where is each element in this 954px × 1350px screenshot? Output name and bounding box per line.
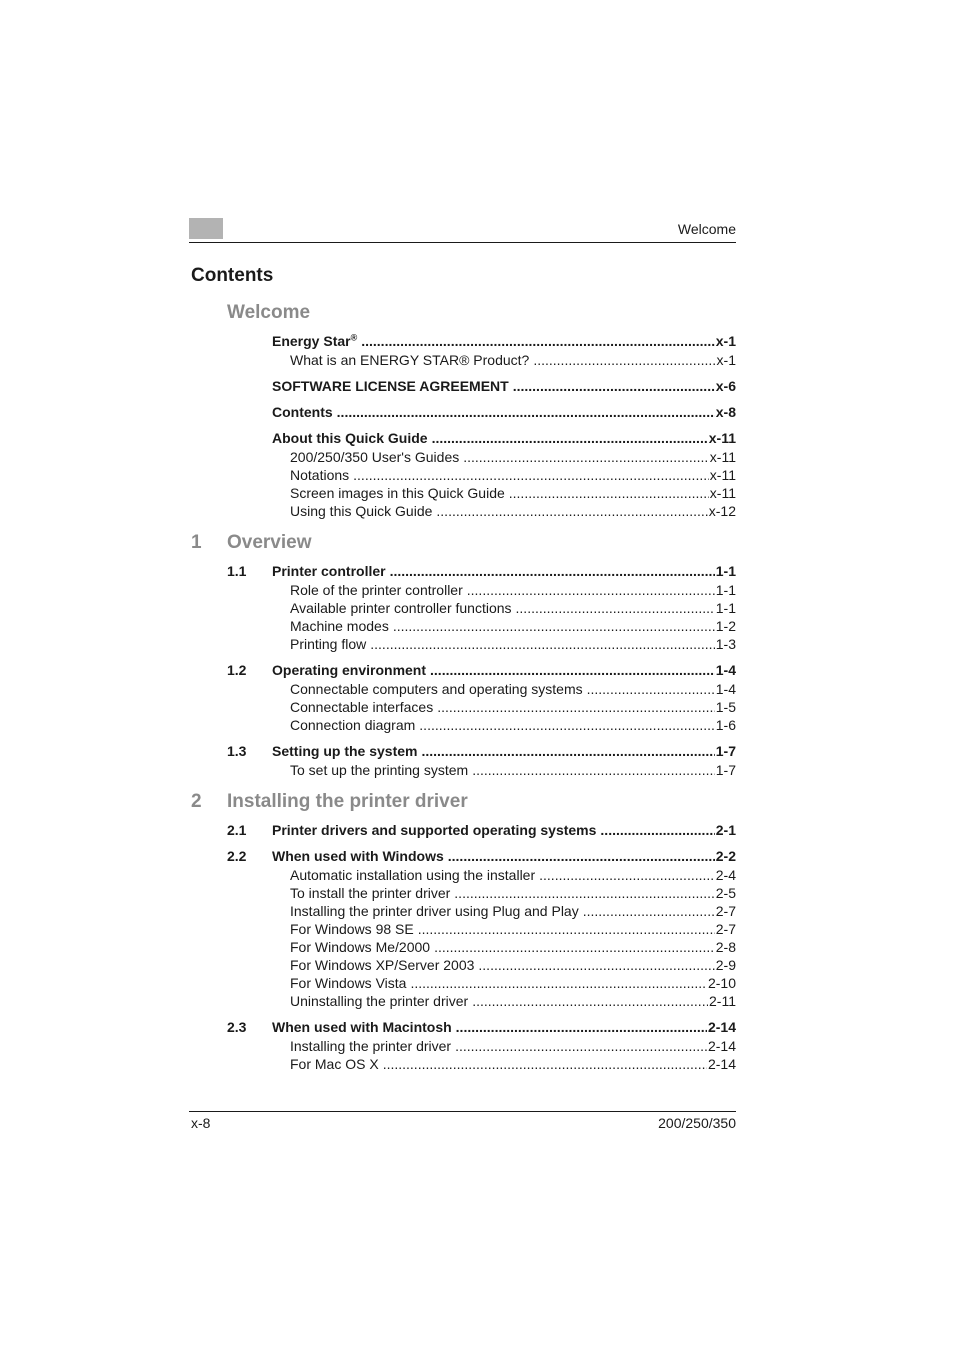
subsection-title: Using this Quick Guide: [290, 503, 433, 519]
toc-section-entry[interactable]: [189, 429, 736, 447]
subsection-title: Screen images in this Quick Guide: [290, 485, 505, 501]
toc-section-entry[interactable]: [189, 847, 736, 865]
subsection-title: Connection diagram: [290, 717, 416, 733]
subsection-page: 2-10: [707, 975, 736, 991]
chapter-title: Overview: [227, 532, 312, 553]
subsection-list: [189, 581, 736, 653]
subsection-page: x-11: [709, 449, 736, 465]
section-title: [272, 429, 432, 447]
section-title: [272, 847, 448, 865]
toc-section-entry[interactable]: [189, 821, 736, 839]
toc-section-entry[interactable]: [189, 377, 736, 395]
toc-subsection-entry[interactable]: [189, 635, 736, 653]
dot-leader: [583, 902, 715, 920]
section-page: x-1: [715, 333, 736, 349]
toc-subsection-entry[interactable]: [189, 992, 736, 1010]
footer-page-number: x-8: [191, 1115, 211, 1131]
subsection-page: x-11: [709, 485, 736, 501]
dot-leader: [383, 1055, 707, 1073]
section-number: 2.2: [227, 848, 247, 864]
running-header-title: Welcome: [677, 221, 736, 237]
subsection-list: [189, 761, 736, 779]
section-page: x-11: [708, 430, 736, 446]
subsection-page: 2-11: [709, 993, 736, 1009]
subsection-page: 2-4: [715, 867, 736, 883]
dot-leader: [587, 680, 715, 698]
toc-section-entry[interactable]: [189, 562, 736, 580]
subsection-page: 1-3: [715, 636, 736, 652]
toc-section: [189, 403, 736, 421]
dot-leader: [472, 992, 708, 1010]
toc-subsection-entry[interactable]: [189, 617, 736, 635]
section-number: 1.2: [227, 662, 247, 678]
subsection-title: To set up the printing system: [290, 762, 469, 778]
toc-section: [189, 742, 736, 779]
subsection-list: [189, 680, 736, 734]
chapter-heading: [189, 532, 736, 556]
dot-leader: [600, 821, 714, 839]
chapter-heading: [189, 791, 736, 815]
section-title: [272, 332, 361, 350]
dot-leader: [393, 617, 715, 635]
dot-leader: [353, 466, 709, 484]
toc-subsection-entry[interactable]: [189, 956, 736, 974]
dot-leader: [410, 974, 707, 992]
chapter-title: Welcome: [227, 302, 311, 323]
dot-leader: [436, 502, 707, 520]
toc-section-entry[interactable]: [189, 742, 736, 760]
dot-leader: [419, 716, 714, 734]
toc-subsection-entry[interactable]: [189, 938, 736, 956]
subsection-title: Connectable interfaces: [290, 699, 434, 715]
dot-leader: [361, 332, 715, 350]
table-of-contents: [189, 302, 736, 1073]
toc-subsection-entry[interactable]: [189, 1037, 736, 1055]
section-page: 1-4: [715, 662, 736, 678]
toc-subsection-entry[interactable]: [189, 351, 736, 369]
section-number: 1.3: [227, 743, 247, 759]
subsection-list: [189, 448, 736, 520]
toc-section: [189, 377, 736, 395]
section-title-text: Energy Star: [272, 333, 351, 349]
toc-subsection-entry[interactable]: [189, 466, 736, 484]
chapter-title: Installing the printer driver: [227, 791, 468, 812]
section-title-text: Printer controller: [272, 563, 386, 579]
toc-subsection-entry[interactable]: [189, 716, 736, 734]
dot-leader: [430, 661, 715, 679]
toc-section: [189, 847, 736, 1010]
toc-subsection-entry[interactable]: [189, 1055, 736, 1073]
dot-leader: [539, 866, 715, 884]
dot-leader: [463, 448, 709, 466]
chapter-heading: [189, 302, 736, 326]
subsection-title: 200/250/350 User's Guides: [290, 449, 460, 465]
toc-subsection-entry[interactable]: [189, 599, 736, 617]
section-title: [272, 1018, 456, 1036]
dot-leader: [448, 847, 715, 865]
subsection-title: For Windows Vista: [290, 975, 407, 991]
subsection-title: Connectable computers and operating systems: [290, 681, 583, 697]
subsection-title: Available printer controller functions: [290, 600, 512, 616]
subsection-list: [189, 351, 736, 369]
subsection-page: 2-7: [715, 921, 736, 937]
section-title: [272, 377, 513, 395]
footer-divider: [189, 1111, 736, 1112]
dot-leader: [454, 884, 714, 902]
section-page: 1-7: [715, 743, 736, 759]
section-title: [272, 403, 337, 421]
dot-leader: [467, 581, 715, 599]
dot-leader: [513, 377, 715, 395]
dot-leader: [533, 351, 715, 369]
subsection-page: 2-14: [707, 1038, 736, 1054]
subsection-title: What is an ENERGY STAR® Product?: [290, 352, 530, 368]
subsection-page: 1-1: [715, 600, 736, 616]
registered-mark: ®: [350, 332, 358, 343]
section-title-text: SOFTWARE LICENSE AGREEMENT: [272, 378, 509, 394]
toc-section: [189, 562, 736, 653]
footer-model: 200/250/350: [658, 1115, 736, 1131]
dot-leader: [432, 429, 708, 447]
header-tab-marker: [189, 218, 223, 239]
toc-subsection-entry[interactable]: [189, 761, 736, 779]
subsection-title: Automatic installation using the installer: [290, 867, 536, 883]
section-title: [272, 562, 390, 580]
subsection-page: 1-7: [715, 762, 736, 778]
toc-subsection-entry[interactable]: [189, 920, 736, 938]
toc-subsection-entry[interactable]: [189, 448, 736, 466]
dot-leader: [337, 403, 715, 421]
subsection-page: 2-8: [715, 939, 736, 955]
subsection-page: 2-5: [715, 885, 736, 901]
subsection-title: For Windows Me/2000: [290, 939, 431, 955]
toc-subsection-entry[interactable]: [189, 866, 736, 884]
subsection-page: 1-5: [715, 699, 736, 715]
toc-subsection-entry[interactable]: [189, 698, 736, 716]
subsection-page: x-12: [708, 503, 736, 519]
subsection-page: 2-14: [707, 1056, 736, 1072]
section-page: 2-2: [715, 848, 736, 864]
subsection-title: For Mac OS X: [290, 1056, 379, 1072]
dot-leader: [390, 562, 715, 580]
section-number: 2.3: [227, 1019, 247, 1035]
toc-section: [189, 1018, 736, 1073]
subsection-page: 1-1: [715, 582, 736, 598]
dot-leader: [472, 761, 715, 779]
dot-leader: [421, 742, 714, 760]
dot-leader: [516, 599, 715, 617]
toc-section-entry[interactable]: [189, 332, 736, 350]
subsection-list: [189, 866, 736, 1010]
toc-subsection-entry[interactable]: [189, 680, 736, 698]
page-title: Contents: [191, 265, 274, 286]
toc-section-entry[interactable]: [189, 403, 736, 421]
section-title-text: About this Quick Guide: [272, 430, 428, 446]
chapter-number: 2: [191, 791, 202, 812]
toc-section-entry[interactable]: [189, 1018, 736, 1036]
subsection-title: Uninstalling the printer driver: [290, 993, 469, 1009]
header-divider: [189, 242, 736, 243]
subsection-title: For Windows 98 SE: [290, 921, 414, 937]
toc-section-entry[interactable]: [189, 661, 736, 679]
dot-leader: [418, 920, 715, 938]
toc-subsection-entry[interactable]: [189, 581, 736, 599]
subsection-title: For Windows XP/Server 2003: [290, 957, 475, 973]
subsection-page: x-11: [709, 467, 736, 483]
subsection-page: 2-7: [715, 903, 736, 919]
toc-subsection-entry[interactable]: [189, 902, 736, 920]
section-title-text: Setting up the system: [272, 743, 418, 759]
toc-section: [189, 821, 736, 839]
subsection-title: Role of the printer controller: [290, 582, 463, 598]
subsection-title: Notations: [290, 467, 350, 483]
section-number: 1.1: [227, 563, 247, 579]
dot-leader: [509, 484, 709, 502]
subsection-page: 2-9: [715, 957, 736, 973]
subsection-list: [189, 1037, 736, 1073]
toc-subsection-entry[interactable]: [189, 484, 736, 502]
section-title-text: When used with Macintosh: [272, 1019, 452, 1035]
section-number: 2.1: [227, 822, 247, 838]
toc-subsection-entry[interactable]: [189, 502, 736, 520]
subsection-page: 1-6: [715, 717, 736, 733]
section-page: x-8: [715, 404, 736, 420]
section-title: [272, 661, 430, 679]
section-title-text: When used with Windows: [272, 848, 444, 864]
section-page: x-6: [715, 378, 736, 394]
subsection-title: Installing the printer driver using Plug and Play: [290, 903, 579, 919]
toc-section: [189, 332, 736, 369]
subsection-title: To install the printer driver: [290, 885, 451, 901]
section-page: 2-14: [707, 1019, 736, 1035]
dot-leader: [434, 938, 715, 956]
dot-leader: [370, 635, 715, 653]
section-title-text: Contents: [272, 404, 333, 420]
subsection-title: Machine modes: [290, 618, 389, 634]
chapter-number: 1: [191, 532, 202, 553]
subsection-page: x-1: [716, 352, 736, 368]
toc-section: [189, 429, 736, 520]
section-title-text: Operating environment: [272, 662, 427, 678]
dot-leader: [456, 1018, 707, 1036]
section-title: [272, 742, 421, 760]
toc-section: [189, 661, 736, 734]
section-title: [272, 821, 600, 839]
toc-subsection-entry[interactable]: [189, 884, 736, 902]
section-page: 1-1: [715, 563, 736, 579]
dot-leader: [455, 1037, 707, 1055]
dot-leader: [437, 698, 715, 716]
dot-leader: [478, 956, 714, 974]
toc-subsection-entry[interactable]: [189, 974, 736, 992]
subsection-title: Installing the printer driver: [290, 1038, 452, 1054]
section-title-text: Printer drivers and supported operating systems: [272, 822, 597, 838]
subsection-title: Printing flow: [290, 636, 367, 652]
section-page: 2-1: [715, 822, 736, 838]
subsection-page: 1-4: [715, 681, 736, 697]
subsection-page: 1-2: [715, 618, 736, 634]
